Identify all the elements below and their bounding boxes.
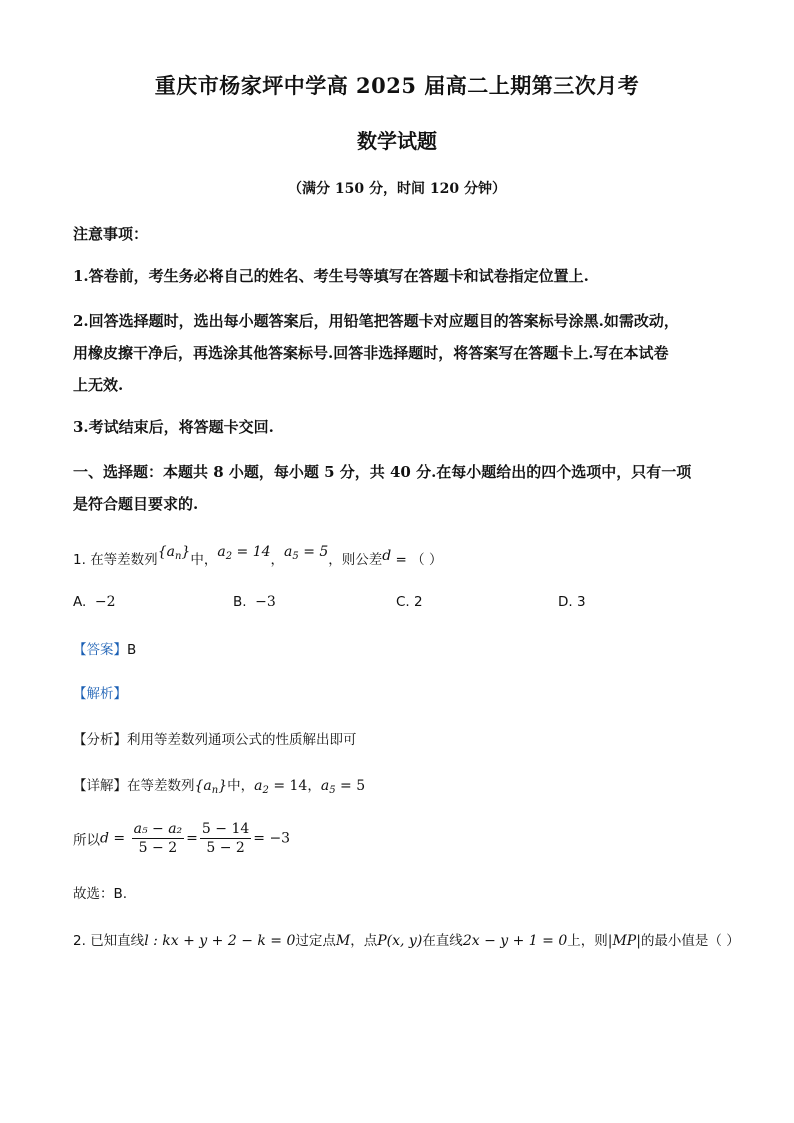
fraction-1: $\frac{\text{a₅ − a₂}}{5 - 2}$ <box>133 821 183 856</box>
q1-option-b: B. −3 <box>233 594 276 610</box>
q1-number: 1. <box>73 552 86 568</box>
q1-seq: $\{a_n\}$ <box>157 544 191 562</box>
notice-item-3: 3.考试结束后，将答题卡交回. <box>73 418 274 436</box>
q1-text-a: 在等差数列 <box>90 552 158 568</box>
q2-line-eq: l : kx + y + 2 − k = 0 <box>144 933 296 949</box>
q1-answer: 【答案】B <box>73 642 137 658</box>
q1-fenxi: 【分析】利用等差数列通项公式的性质解出即可 <box>73 732 357 748</box>
q1-analysis-tag: 【解析】 <box>73 686 127 702</box>
notice-heading: 注意事项： <box>73 225 149 243</box>
exam-title: 重庆市杨家坪中学高 2025 届高二上期第三次月考 <box>154 73 640 98</box>
notice-item-2-line3: 上无效. <box>73 376 124 394</box>
q1-d: d <box>382 548 392 564</box>
q1-option-c: C. 2 <box>396 594 423 610</box>
q1-conclusion: 故选：B. <box>73 886 128 902</box>
q1-a2: $a_2 = 14$ <box>217 544 271 562</box>
score-info: （满分 150 分，时间 120 分钟） <box>288 181 506 197</box>
q2-line2-eq: 2x − y + 1 = 0 <box>462 933 568 949</box>
q1-option-d: D. 3 <box>558 594 586 610</box>
answer-tag: 【答案】 <box>73 642 127 658</box>
q1-option-a: A. −2 <box>73 594 116 610</box>
question-1: 1. 在等差数列$\{a_n\}$中，$a_2 = 14$，$a_5 = 5$，则公差d = （ ） <box>73 544 443 568</box>
q1-a5: $a_5 = 5$ <box>284 544 329 562</box>
fraction-2: $\frac{5 - 14}{5 - 2}$ <box>201 821 250 856</box>
q1-xiangjie: 【详解】在等差数列$\{a_n\}$中，$a_2 = 14$，$a_5 = 5$ <box>73 778 366 796</box>
section1-heading-line2: 是符合题目要求的. <box>73 495 199 513</box>
q1-formula: 所以d = $\frac{\text{a₅ − a₂}}{5 - 2}$ = $\frac{5 - 14}{5 - 2}$ = −3 <box>73 821 291 856</box>
xiangjie-seq: $\{a_n\}$ <box>194 778 228 796</box>
section1-heading-line1: 一、选择题：本题共 8 小题，每小题 5 分，共 40 分.在每小题给出的四个选项中，只有一项 <box>73 463 692 481</box>
notice-item-2-line1: 2.回答选择题时，选出每小题答案后，用铅笔把答题卡对应题目的答案标号涂黑.如需改动， <box>73 312 679 330</box>
question-2: 2. 已知直线l : kx + y + 2 − k = 0过定点M，点P(x, y)在直线2x − y + 1 = 0上，则|MP|的最小值是（ ） <box>73 933 740 949</box>
notice-item-2-line2: 用橡皮擦干净后，再选涂其他答案标号.回答非选择题时，将答案写在答题卡上.写在本试卷 <box>73 344 669 362</box>
notice-item-1: 1.答卷前，考生务必将自己的姓名、考生号等填写在答题卡和试卷指定位置上. <box>73 267 589 285</box>
q2-mp: |MP| <box>607 933 641 949</box>
exam-subtitle: 数学试题 <box>357 129 437 153</box>
